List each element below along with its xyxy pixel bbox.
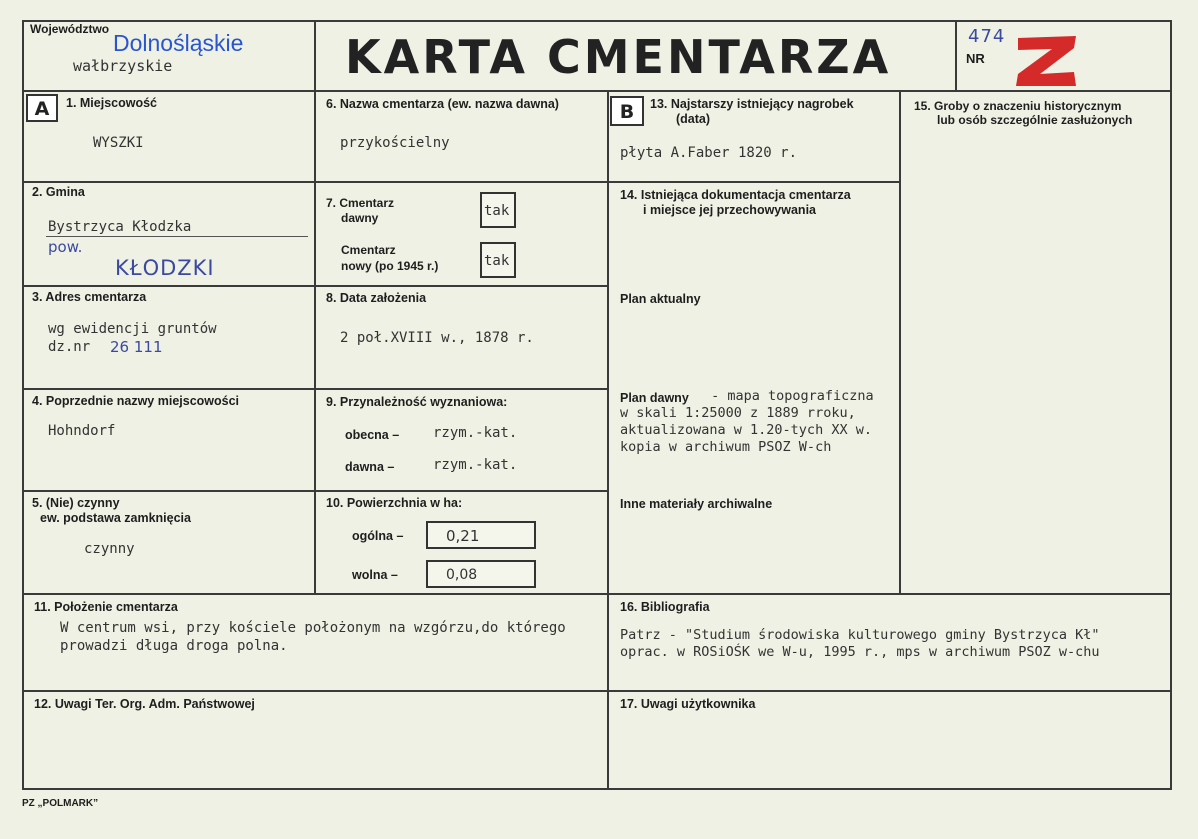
field-14-label-2: i miejsce jej przechowywania [643, 203, 816, 217]
section-a-marker: A [26, 94, 58, 122]
field-7-box-1[interactable]: tak [480, 192, 516, 228]
field-9-label: 9. Przynależność wyznaniowa: [326, 395, 508, 409]
field-7-label-1: 7. Cmentarz [326, 196, 395, 210]
other-materials-label: Inne materiały archiwalne [620, 497, 773, 511]
plan-old-value-3: aktualizowana w 1.20-tych XX w. [620, 422, 872, 438]
field-11-value-2: prowadzi długa droga polna. [60, 638, 288, 654]
field-15-label-1: 15. Groby o znaczeniu historycznym [914, 99, 1122, 113]
field-5-value: czynny [84, 541, 135, 557]
field-3-value-2: dz.nr [48, 339, 91, 355]
row-divider-4 [22, 490, 609, 492]
field-5-label-1: 5. (Nie) czynny [32, 496, 120, 510]
row-divider-5 [22, 593, 1172, 595]
field-10-label: 10. Powierzchnia w ha: [326, 496, 463, 510]
field-9-current-value: rzym.-kat. [433, 425, 518, 441]
divider-col-1 [314, 20, 316, 594]
field-13-label-2: (data) [676, 112, 711, 126]
field-7-box-2[interactable]: tak [480, 242, 516, 278]
field-5-label-2: ew. podstawa zamknięcia [40, 511, 191, 525]
field-15-label-2: lub osób szczególnie zasłużonych [937, 113, 1133, 127]
plan-old-value-2: w skali 1:25000 z 1889 rroku, [620, 405, 856, 421]
wojewodztwo-stamp: Dolnośląskie [113, 30, 244, 56]
wojewodztwo-label: Województwo [30, 22, 110, 36]
field-10-total-label: ogólna – [352, 529, 404, 543]
field-1-value: WYSZKI [93, 135, 144, 151]
divider-col-2 [607, 90, 609, 790]
field-2-value: Bystrzyca Kłodzka [48, 219, 192, 235]
field-2-hand-1: pow. [48, 238, 83, 256]
field-13-label-1: 13. Najstarszy istniejący nagrobek [650, 97, 854, 111]
field-10-total-box[interactable]: 0,21 [426, 521, 536, 549]
field-7-label-4: nowy (po 1945 r.) [341, 259, 439, 273]
divider-nr [955, 20, 957, 90]
nr-label: NR [966, 51, 985, 66]
card-title: KARTA CMENTARZA [345, 30, 892, 84]
field-3-label: 3. Adres cmentarza [32, 290, 147, 304]
field-3-value-1: wg ewidencji gruntów [48, 321, 217, 337]
section-b-marker: B [610, 96, 644, 126]
row-divider-b [607, 181, 901, 183]
field-2-underline [46, 236, 308, 237]
field-4-label: 4. Poprzednie nazwy miejscowości [32, 394, 240, 408]
z-stamp [1014, 34, 1080, 88]
field-12-label: 12. Uwagi Ter. Org. Adm. Państwowej [34, 697, 255, 711]
field-10-free-box[interactable]: 0,08 [426, 560, 536, 588]
field-8-value: 2 poł.XVIII w., 1878 r. [340, 330, 534, 346]
plan-old-value-4: kopia w archiwum PSOZ W-ch [620, 439, 832, 455]
printer-imprint: PZ „POLMARK” [22, 798, 99, 809]
field-7-label-3: Cmentarz [341, 243, 396, 257]
field-4-value: Hohndorf [48, 423, 116, 439]
field-9-old-value: rzym.-kat. [433, 457, 518, 473]
field-10-free-label: wolna – [352, 568, 398, 582]
field-9-old-label: dawna – [345, 460, 395, 474]
field-16-label: 16. Bibliografia [620, 600, 710, 614]
field-8-label: 8. Data założenia [326, 291, 427, 305]
field-16-value-1: Patrz - "Studium środowiska kulturowego gminy Bystrzyca Kł" [620, 627, 1100, 643]
field-1-label: 1. Miejscowość [66, 96, 158, 110]
field-16-value-2: oprac. w ROSiOŚK we W-u, 1995 r., mps w archiwum PSOZ w-chu [620, 644, 1100, 660]
row-divider-3 [22, 388, 609, 390]
plan-old-value-1: - mapa topograficzna [703, 388, 874, 404]
field-11-value-1: W centrum wsi, przy kościele położonym na wzgórzu,do którego [60, 620, 566, 636]
nr-handwritten: 474 [968, 26, 1006, 47]
field-14-label-1: 14. Istniejąca dokumentacja cmentarza [620, 188, 851, 202]
row-divider-6 [22, 690, 1172, 692]
field-3-hand: 26 111 [110, 338, 163, 356]
field-6-label: 6. Nazwa cmentarza (ew. nazwa dawna) [326, 97, 559, 111]
field-9-current-label: obecna – [345, 428, 400, 442]
field-2-label: 2. Gmina [32, 185, 85, 199]
wojewodztwo-old: wałbrzyskie [73, 57, 173, 75]
plan-current-label: Plan aktualny [620, 292, 701, 306]
field-6-value: przykościelny [340, 135, 450, 151]
divider-col-3 [899, 90, 901, 594]
field-13-value: płyta A.Faber 1820 r. [620, 145, 798, 161]
field-2-hand-2: KŁODZKI [115, 256, 215, 280]
field-17-label: 17. Uwagi użytkownika [620, 697, 756, 711]
row-divider-2 [22, 285, 609, 287]
header-divider [22, 90, 1172, 92]
row-divider-1 [22, 181, 609, 183]
field-11-label: 11. Położenie cmentarza [34, 600, 178, 614]
field-7-label-2: dawny [341, 211, 379, 225]
plan-old-label: Plan dawny [620, 391, 689, 405]
